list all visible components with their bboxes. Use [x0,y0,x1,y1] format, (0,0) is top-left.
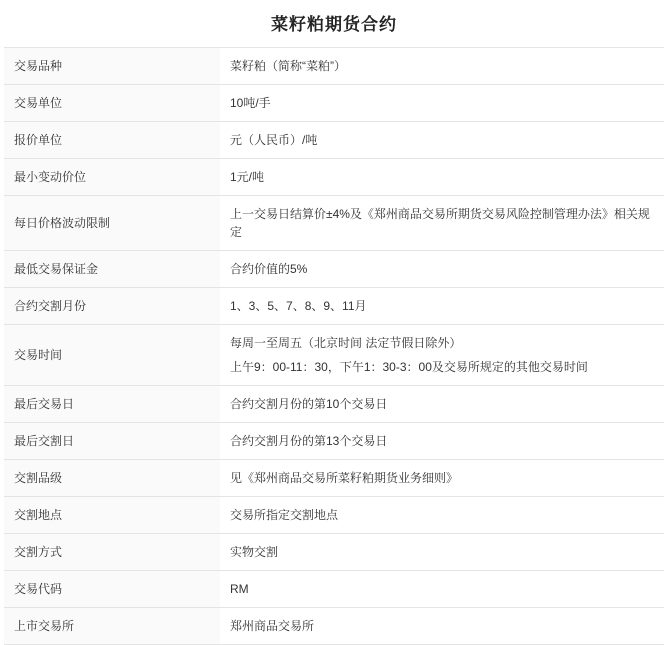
table-row [4,325,664,386]
spec-label: 最低交易保证金 [4,251,220,288]
table-row [4,386,664,423]
table-row [4,48,664,85]
spec-value [220,571,664,608]
spec-value [220,325,664,386]
spec-label: 上市交易所 [4,608,220,645]
table-row [4,608,664,645]
spec-value-line: 合约交割月份的第10个交易日 [230,397,388,411]
spec-value-line: 每周一至周五（北京时间 法定节假日除外） [230,336,462,350]
page-title: 菜籽粕期货合约 [271,15,397,34]
spec-label: 交割地点 [4,497,220,534]
table-row [4,196,664,251]
spec-value-line: 合约交割月份的第13个交易日 [230,434,388,448]
spec-value-line: 1、3、5、7、8、9、11月 [230,299,367,313]
table-row [4,460,664,497]
spec-value-line: 郑州商品交易所 [230,619,315,633]
spec-label: 交割品级 [4,460,220,497]
spec-value-line: RM [230,582,249,596]
spec-label: 交易品种 [4,48,220,85]
spec-value [220,497,664,534]
spec-label: 交割方式 [4,534,220,571]
table-row [4,85,664,122]
spec-label: 最后交割日 [4,423,220,460]
spec-label: 交易代码 [4,571,220,608]
spec-label: 报价单位 [4,122,220,159]
table-row [4,497,664,534]
spec-value [220,608,664,645]
spec-label: 合约交割月份 [4,288,220,325]
spec-label: 最后交易日 [4,386,220,423]
spec-value-line: 元（人民币）/吨 [230,133,318,147]
spec-value-line: 1元/吨 [230,170,265,184]
spec-value-line: 菜籽粕（简称“菜粕”） [230,59,346,73]
table-row [4,251,664,288]
contract-spec-table [4,47,664,645]
table-row [4,423,664,460]
spec-value [220,460,664,497]
spec-label: 交易时间 [4,325,220,386]
table-row [4,288,664,325]
table-row [4,122,664,159]
spec-value-line: 上一交易日结算价±4%及《郑州商品交易所期货交易风险控制管理办法》相关规定 [230,207,650,239]
spec-label: 交易单位 [4,85,220,122]
spec-value [220,122,664,159]
spec-value-line: 交易所指定交割地点 [230,508,339,522]
spec-label: 最小变动价位 [4,159,220,196]
spec-value [220,251,664,288]
spec-value-line: 上午9：00-11：30，下午1：30-3：00及交易所规定的其他交易时间 [230,360,588,374]
contract-spec-body [4,48,664,645]
spec-value [220,288,664,325]
spec-value [220,534,664,571]
table-row [4,571,664,608]
table-row [4,159,664,196]
table-row [4,534,664,571]
spec-value-line: 见《郑州商品交易所菜籽粕期货业务细则》 [230,471,459,485]
spec-value [220,85,664,122]
spec-value [220,159,664,196]
spec-value [220,386,664,423]
spec-value [220,48,664,85]
spec-value-line: 实物交割 [230,545,279,559]
spec-label: 每日价格波动限制 [4,196,220,251]
spec-value-line: 10吨/手 [230,96,271,110]
spec-value [220,423,664,460]
spec-value-line: 合约价值的5% [230,262,308,276]
spec-value [220,196,664,251]
